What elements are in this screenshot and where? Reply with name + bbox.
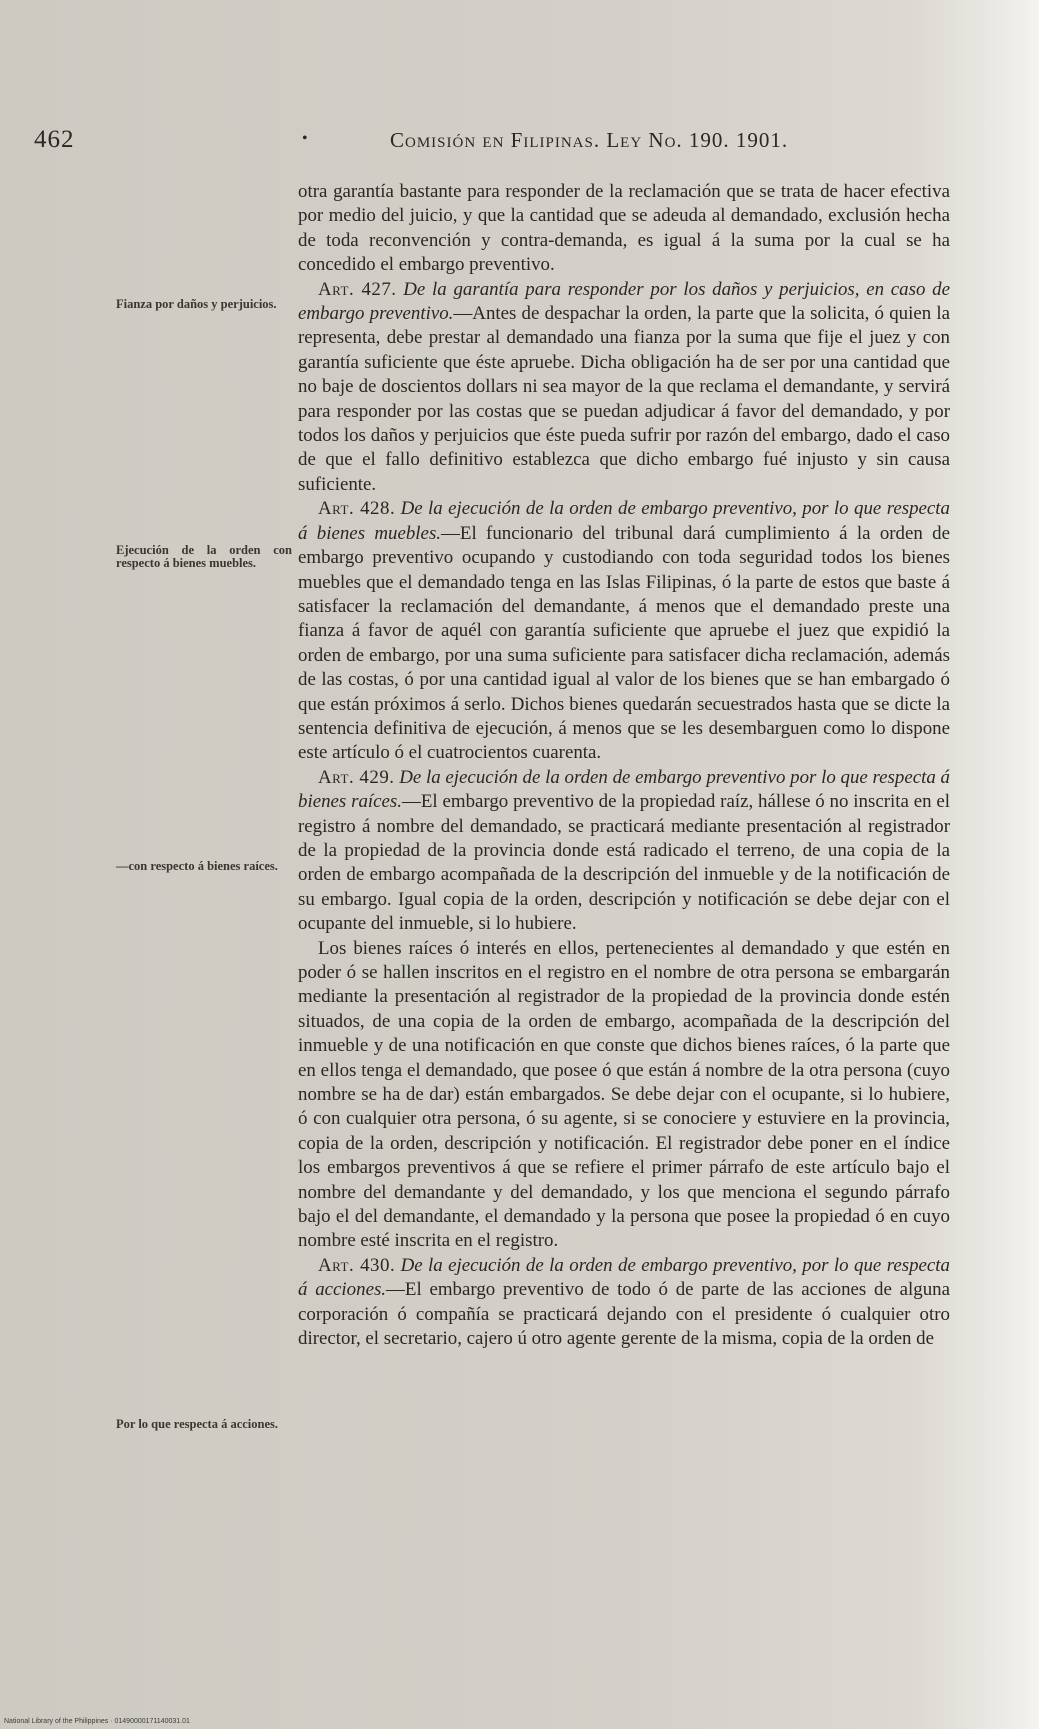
article-429: [298, 766, 950, 937]
page-number: 462: [34, 126, 75, 153]
article-number: Art. 430.: [318, 1254, 396, 1276]
article-text: —El embargo preventivo de la propiedad raíz, hállese ó no inscrita en el registro á nombre del demandado, se practicará mediante presentación al registrador de la propiedad de la provincia donde está radicado el terreno, de una copia de la orden de embargo acompañada de la descripción del inmueble y de la notificación de su embargo. Igual copia de la orden, descripción y notificación se debe dejar con el ocupante del inmueble, si lo hubiere.: [298, 791, 950, 935]
article-text: —El funcionario del tribunal dará cumplimiento á la orden de embargo preventivo ocupando y custodiando con toda seguridad todos los bienes muebles que el demandado tenga en las Islas Filipinas, ó la parte de estos que baste á satisfacer la reclamación del demandante, á menos que el demandado preste una fianza á favor de aquél con garantía suficiente que apruebe el juez que expidió la orden de embargo, por una suma suficiente para satisfacer dicha reclamación, además de las costas, ó por una cantidad igual al valor de los bienes que se han embargado ó que están próximos á serlo. Dichos bienes quedarán secuestrados hasta que se dicte la sentencia definitiva de ejecución, á menos que se les desembarguen como lo dispone este artículo ó el cuatrocientos cuarenta.: [298, 522, 951, 764]
article-429-paragraph-2: Los bienes raíces ó interés en ellos, pertenecientes al demandado y que estén en poder ó se hallen inscritos en el registro en el nombre de otra persona se embargarán mediante la presentación al registrador de la propiedad de la provincia donde estén situados, de una copia de la orden de embargo, acompañada de la descripción del inmueble y de una notificación en que conste que dichos bienes raíces, ó la parte que en ellos tenga el demandado, que posee ó que están á nombre de la otra persona (cuyo nombre se ha de dar) están embargados. Se debe dejar con el ocupante, si lo hubiere, ó con cualquier otra persona, ó su agente, si se conociere y estuviere en la provincia, copia de la orden, descripción y notificación. El registrador debe poner en el índice los embargos preventivos á que se refiere el primer párrafo de este artículo bajo el nombre del demandante y del demandado, y los que menciona el segundo párrafo bajo el del demandante, el demandado y la persona que posee la propiedad ó en cuyo nombre esté inscrita en el registro.: [298, 937, 950, 1252]
article-title: De la ejecución de la orden de embargo preventivo, por lo que respecta á bienes muebles.: [298, 498, 950, 544]
article-title: De la ejecución de la orden de embargo preventivo, por lo que respecta á acciones.: [298, 1254, 950, 1301]
article-428: [298, 497, 950, 765]
footer-credit: National Library of the Philippines · 01490000171140031.01: [4, 1718, 190, 1725]
article-number: Art. 427.: [318, 278, 397, 300]
body-text: [298, 180, 950, 1352]
paragraph-continuation: otra garantía bastante para responder de la reclamación que se trata de hacer efectiva por medio del juicio, y que la cantidad que se adeuda al demandado, exclusión hecha de toda reconvención y contra-demanda, es igual á la suma por la cual se ha concedido el embargo preventivo.: [298, 181, 950, 276]
article-text: —Antes de despachar la orden, la parte que la solicita, ó quien la representa, debe prestar al demandado una fianza por la suma que fije el juez y con garantía suficiente que éste apruebe. Dicha obligación ha de ser por una cantidad que no baje de doscientos dollars ni sea mayor de la que reclama el demandante, y servirá para responder por las costas que se puedan adjudicar á favor del demandado, y por todos los daños y perjuicios que éste pueda sufrir por razón del embargo, dado el caso de que el fallo definitivo establezca que dicho embargo fué injusto y sin causa suficiente.: [298, 303, 950, 495]
margin-note-acciones: Por lo que respecta á acciones.: [116, 1417, 279, 1431]
article-number: Art. 429.: [318, 766, 395, 788]
margin-note-bienes-raices: —con respecto á bienes raíces.: [116, 859, 278, 873]
article-title: De la ejecución de la orden de embargo preventivo por lo que respecta á bienes raíces.: [298, 766, 950, 813]
running-head: Comisión en Filipinas. Ley No. 190. 1901.: [390, 128, 789, 152]
margin-note-fianza: Fianza por daños y perjuicios.: [116, 297, 277, 311]
article-text: —El embargo preventivo de todo ó de parte de las acciones de alguna corporación ó compañía se practicará dejando con el presidente ó cualquier otro director, el secretario, cajero ú otro agente gerente de la misma, copia de la orden de: [298, 1279, 950, 1350]
page-header: [0, 126, 1039, 158]
article-427: [298, 278, 950, 498]
article-title: De la garantía para responder por los daños y perjuicios, en caso de embargo preventivo.: [298, 278, 950, 325]
header-bullet: •: [302, 130, 308, 147]
article-number: Art. 428.: [318, 498, 396, 520]
margin-note-bienes-muebles: Ejecución de la orden con respecto á bienes muebles.: [116, 543, 292, 570]
article-430: [298, 1254, 950, 1352]
